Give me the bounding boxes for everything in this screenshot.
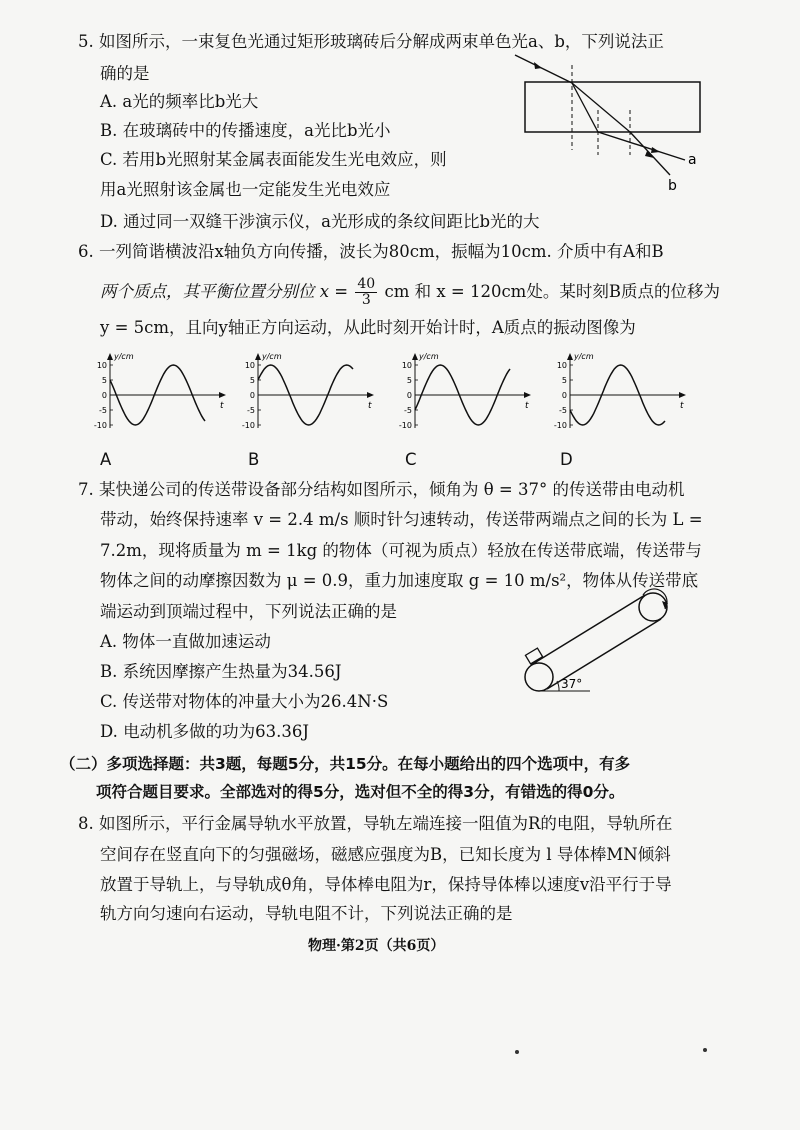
vibration-graph-c	[395, 350, 535, 435]
bottom-pulley	[525, 663, 553, 691]
belt-top-side	[531, 595, 645, 665]
q6-fraction-num: 40	[357, 276, 376, 292]
scan-speck	[515, 1050, 519, 1054]
x-axis-arrow-icon	[679, 392, 686, 398]
q7-stem-line5: 端运动到顶端过程中，下列说法正确的是	[100, 602, 397, 621]
y-tick-label: 5	[406, 376, 412, 385]
y-tick-label: 10	[244, 361, 255, 370]
y-tick-label: -10	[241, 421, 255, 430]
graph-option-label-c: C	[405, 450, 417, 469]
q8-stem-line2: 空间存在竖直向下的匀强磁场，磁感应强度为B，已知长度为 l 导体棒MN倾斜	[100, 845, 671, 864]
ray-a-arrow-icon	[651, 147, 660, 153]
graph-option-label-a: A	[100, 450, 112, 469]
y-tick-label: -10	[93, 421, 107, 430]
y-tick-label: 0	[249, 391, 255, 400]
q5-option-c-line2: 用a光照射该金属也一定能发生光电效应	[100, 180, 391, 199]
q7-stem-line1: 7. 某快递公司的传送带设备部分结构如图所示，倾角为 θ = 37° 的传送带由电动机	[78, 480, 685, 499]
section2-line2: 项符合题目要求。全部选对的得5分，选对但不全的得3分，有错选的得0分。	[96, 783, 625, 801]
y-axis-label: y/cm	[419, 352, 439, 361]
incident-arrow-icon	[534, 62, 542, 69]
q6-fraction	[355, 277, 377, 308]
y-tick-label: 5	[561, 376, 567, 385]
x-axis-label: t	[525, 401, 529, 411]
vibration-graph-d	[550, 350, 690, 435]
q6-stem-line3: y = 5cm，且向y轴正方向运动，从此时刻开始计时，A质点的振动图像为	[100, 318, 636, 337]
y-tick-label: 5	[101, 376, 107, 385]
glass-brick-figure	[510, 50, 720, 200]
q7-stem-line3: 7.2m，现将质量为 m = 1kg 的物体（可视为质点）轻放在传送带底端，传送带与	[100, 541, 702, 560]
x-axis-arrow-icon	[219, 392, 226, 398]
rotation-arc	[643, 589, 667, 609]
q6-stem-line2	[100, 277, 720, 308]
vibration-graph-a	[90, 350, 230, 435]
y-tick-label: -5	[247, 406, 255, 415]
x-axis-label: t	[680, 401, 684, 411]
y-tick-label: -5	[404, 406, 412, 415]
ray-a-label: a	[688, 152, 697, 168]
y-axis-arrow-icon	[567, 353, 573, 360]
conveyor-belt-figure	[515, 585, 675, 695]
q5-option-d: D. 通过同一双缝干涉演示仪，a光形成的条纹间距比b光的大	[100, 212, 540, 231]
y-axis-label: y/cm	[114, 352, 134, 361]
y-tick-label: -5	[99, 406, 107, 415]
y-tick-label: 0	[406, 391, 412, 400]
q5-stem-line1: 5. 如图所示，一束复色光通过矩形玻璃砖后分解成两束单色光a、b，下列说法正	[78, 32, 664, 51]
y-tick-label: -10	[553, 421, 567, 430]
q7-option-b: B. 系统因摩擦产生热量为34.56J	[100, 662, 342, 681]
q8-stem-line1: 8. 如图所示，平行金属导轨水平放置，导轨左端连接一阻值为R的电阻，导轨所在	[78, 814, 673, 833]
refracted-ray-b	[572, 83, 630, 132]
q6-stem-line1: 6. 一列简谐横波沿x轴负方向传播，波长为80cm，振幅为10cm. 介质中有A和B	[78, 242, 664, 261]
y-axis-arrow-icon	[255, 353, 261, 360]
package-block	[525, 648, 542, 664]
y-axis-label: y/cm	[574, 352, 594, 361]
q5-option-b: B. 在玻璃砖中的传播速度，a光比b光小	[100, 121, 391, 140]
q8-stem-line3: 放置于导轨上，与导轨成θ角，导体棒电阻为r，保持导体棒以速度v沿平行于导	[100, 875, 672, 894]
refracted-ray-a	[572, 83, 598, 132]
vibration-graph-b	[238, 350, 378, 435]
x-axis-arrow-icon	[524, 392, 531, 398]
exit-ray-a	[598, 132, 685, 160]
y-axis-label: y/cm	[262, 352, 282, 361]
q7-option-a: A. 物体一直做加速运动	[100, 632, 271, 651]
q5-option-c-line1: C. 若用b光照射某金属表面能发生光电效应，则	[100, 150, 447, 169]
q7-stem-line2: 带动，始终保持速率 v = 2.4 m/s 顺时针匀速转动，传送带两端点之间的长为 L =	[100, 510, 703, 529]
y-tick-label: -5	[559, 406, 567, 415]
q5-option-a: A. a光的频率比b光大	[100, 92, 259, 111]
graph-option-label-b: B	[248, 450, 260, 469]
q5-stem-line2: 确的是	[100, 64, 150, 83]
q6-stem-line2-post: cm 和 x = 120cm处。某时刻B质点的位移为	[384, 282, 720, 301]
x-axis-arrow-icon	[367, 392, 374, 398]
ray-b-label: b	[668, 178, 677, 194]
x-axis-label: t	[220, 401, 224, 411]
y-tick-label: 10	[556, 361, 567, 370]
incident-ray	[515, 55, 572, 83]
q6-stem-line2-pre: 两个质点，其平衡位置分别位 x =	[100, 282, 349, 301]
y-axis-arrow-icon	[412, 353, 418, 360]
scan-speck	[703, 1048, 707, 1052]
q7-option-d: D. 电动机多做的功为63.36J	[100, 722, 309, 741]
q8-stem-line4: 轨方向匀速向右运动，导轨电阻不计，下列说法正确的是	[100, 904, 513, 923]
angle-label: 37°	[561, 677, 583, 691]
y-axis-arrow-icon	[107, 353, 113, 360]
q6-fraction-den: 3	[361, 292, 371, 308]
section2-line1: （二）多项选择题：共3题，每题5分，共15分。在每小题给出的四个选项中，有多	[60, 755, 631, 773]
y-tick-label: 10	[401, 361, 412, 370]
y-tick-label: -10	[398, 421, 412, 430]
y-tick-label: 0	[101, 391, 107, 400]
page-footer: 物理·第2页（共6页）	[308, 938, 445, 954]
q7-option-c: C. 传送带对物体的冲量大小为26.4N·S	[100, 692, 389, 711]
graph-option-label-d: D	[560, 450, 573, 469]
y-tick-label: 5	[249, 376, 255, 385]
x-axis-label: t	[368, 401, 372, 411]
y-tick-label: 0	[561, 391, 567, 400]
y-tick-label: 10	[96, 361, 107, 370]
q7-stem-line4: 物体之间的动摩擦因数为 μ = 0.9，重力加速度取 g = 10 m/s²，物体从传送带底	[100, 571, 699, 590]
top-pulley	[639, 593, 667, 621]
glass-brick	[525, 82, 700, 132]
